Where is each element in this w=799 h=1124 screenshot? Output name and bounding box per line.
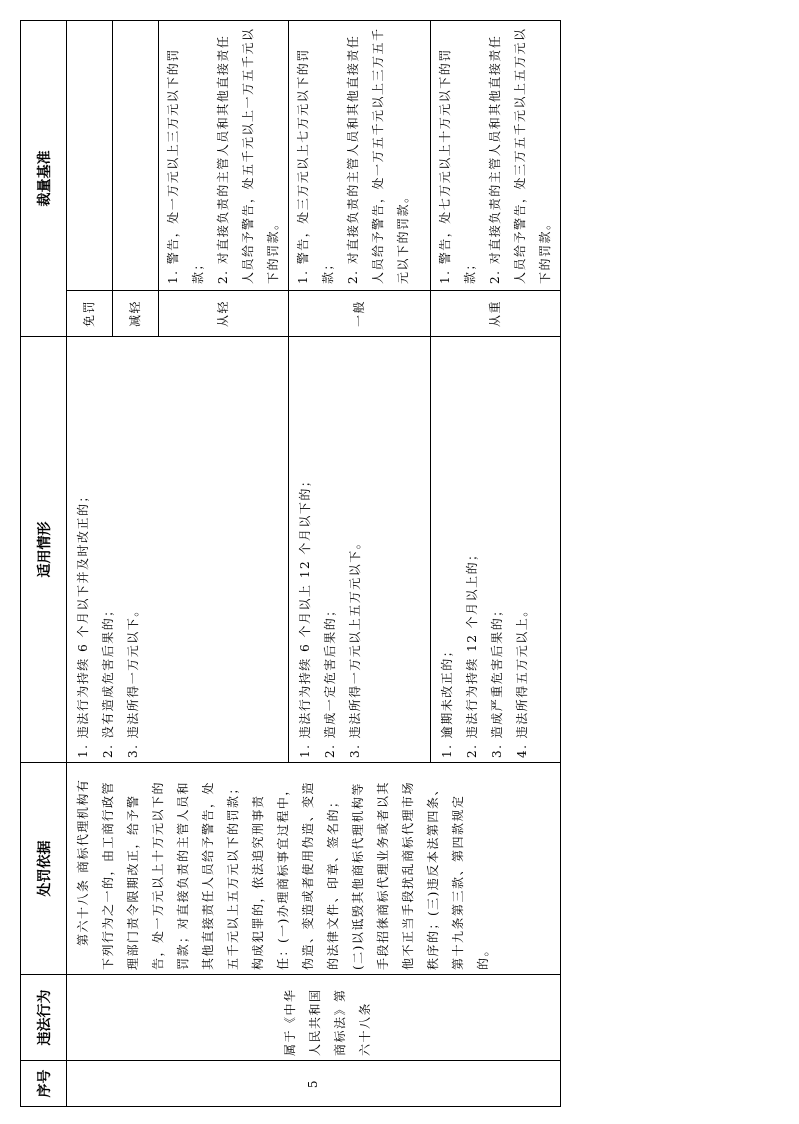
act-text: 属于《中华人民共和国商标法》第六十八条: [282, 988, 372, 1056]
header-act: 违法行为: [21, 975, 67, 1061]
header-standard: 裁量基准: [21, 21, 67, 337]
discretion-table: [20, 20, 561, 1107]
situation-cell-light: [67, 337, 289, 763]
standard-cell-exempt: [67, 21, 113, 291]
standard-item: 2. 对直接负责的主管人员和其他直接责任人员给予警告，处五千元以上一万五千元以下的罚款。: [216, 27, 280, 284]
basis-cell: [67, 763, 561, 975]
standard-item: 1. 警告，处七万元以上十万元以下的罚款；: [438, 48, 477, 284]
level-label-light: 从轻: [159, 291, 289, 337]
situation-item: 1. 违法行为持续 6 个月以上 12 个月以下的；: [298, 473, 312, 758]
standard-cell-light: [159, 21, 289, 291]
rotated-page: [20, 21, 552, 1107]
basis-text: 第六十八条 商标代理机构有下列行为之一的，由工商行政管理部门责令限期改正，给予警告，处一万元以上十万元以下的罚款；对直接负责的主管人员和其他直接责任人员给予警告，处五千元以上五万元以下的罚款；构成犯罪的，依法追究刑事责任：(一)办理商标事宜过程中，伪造、变造或者使用伪造、变造的法律文件、印章、签名的；(二)以诋毁其他商标代理机构等手段招徕商标代理业务或者以其他不正当手段扰乱商标代理市场秩序的；(三)违反本法第四条、第十九条第三款、第四款规定的。: [76, 778, 490, 970]
header-row: [21, 21, 67, 1107]
level-label-mitigated: 减轻: [113, 291, 159, 337]
situation-item: 3. 造成严重危害后果的；: [490, 603, 504, 758]
situation-item: 1. 逾期未改正的；: [440, 643, 454, 758]
standard-item: 1. 警告，处三万元以上七万元以下的罚款；: [296, 48, 335, 284]
standard-item: 1. 警告，处一万元以上三万元以下的罚款；: [166, 48, 205, 284]
act-cell: [67, 975, 561, 1061]
situation-cell-general: [289, 337, 431, 763]
situation-item: 3. 违法所得一万元以上五万元以下。: [348, 535, 362, 758]
situation-item: 2. 违法行为持续 12 个月以上的；: [465, 547, 479, 758]
header-seq: 序号: [21, 1061, 67, 1107]
standard-cell-heavy: [431, 21, 561, 291]
level-label-general: 一般: [289, 291, 431, 337]
standard-item: 2. 对直接负责的主管人员和其他直接责任人员给予警告，处三万五千元以上五万元以下的罚款。: [488, 27, 552, 284]
standard-cell-mitigated: [113, 21, 159, 291]
header-basis: 处罚依据: [21, 763, 67, 975]
level-label-heavy: 从重: [431, 291, 561, 337]
situation-item: 1. 违法行为持续 6 个月以下并及时改正的；: [76, 488, 90, 758]
situation-cell-heavy: [431, 337, 561, 763]
situation-item: 2. 造成一定危害后果的；: [323, 603, 337, 758]
standard-cell-general: [289, 21, 431, 291]
standard-item: 2. 对直接负责的主管人员和其他直接责任人员给予警告，处一万五千元以上三万五千元以下的罚款。: [346, 27, 410, 284]
level-label-exempt: 免罚: [67, 291, 113, 337]
level-row-exempt: [67, 21, 113, 1107]
situation-item: 2. 没有造成危害后果的；: [101, 603, 115, 758]
situation-item: 3. 违法所得一万元以下。: [126, 603, 140, 758]
header-situation: 适用情形: [21, 337, 67, 763]
seq-cell: 5: [67, 1061, 561, 1107]
situation-item: 4. 违法所得五万元以上。: [515, 603, 529, 758]
